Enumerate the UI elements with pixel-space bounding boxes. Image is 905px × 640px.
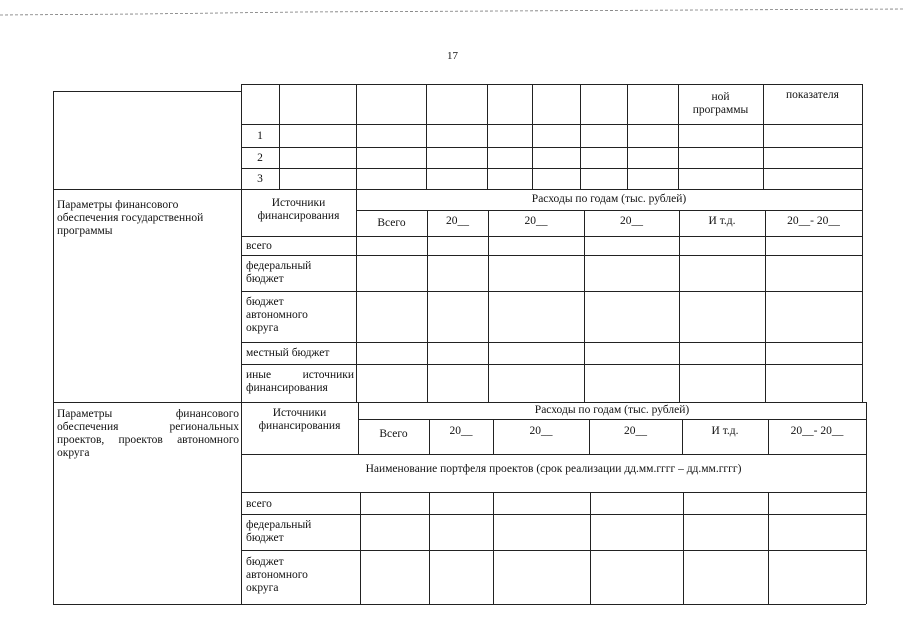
grid-line <box>427 210 428 402</box>
grid-line <box>241 168 862 169</box>
grid-line <box>241 550 866 551</box>
grid-line <box>241 236 862 237</box>
column-header: 20__ <box>624 425 647 437</box>
grid-line <box>241 291 862 292</box>
grid-line <box>584 210 585 402</box>
column-header: Всего <box>377 217 406 229</box>
source-row-label: бюджет автономного округа <box>246 296 308 334</box>
table-border-top-left <box>53 91 241 92</box>
table-border-right-upper <box>862 84 863 402</box>
column-header: 20__ <box>524 215 548 227</box>
grid-line <box>356 84 357 402</box>
financing-rp-sources-header: Источники финансирования <box>258 407 341 432</box>
header-programme-suffix: ной программы <box>692 91 749 116</box>
source-row-label: всего <box>246 240 272 252</box>
grid-line <box>493 492 494 604</box>
financing-gp-sources-header: Источники финансирования <box>257 197 340 222</box>
header-indicator: показателя <box>786 89 839 101</box>
grid-line <box>241 364 862 365</box>
grid-line <box>241 255 862 256</box>
page-number: 17 <box>447 50 458 62</box>
grid-line <box>487 84 488 189</box>
grid-line <box>241 492 866 493</box>
financing-rp-label: Параметры финансового обеспечения региональных проектов, проектов автономного округа <box>57 408 239 459</box>
column-header: 20__ <box>446 215 469 227</box>
source-row-label: федеральный бюджет <box>246 260 312 285</box>
grid-line <box>765 210 766 402</box>
portfolio-title: Наименование портфеля проектов (срок реализации дд.мм.гггг – дд.мм.гггг) <box>365 463 742 475</box>
financing-gp-label: Параметры финансового обеспечения государственной программы <box>57 199 204 237</box>
row-number: 2 <box>257 152 263 164</box>
grid-line <box>627 84 628 189</box>
source-row-label: иные источники финансирования <box>246 369 354 394</box>
column-header: 20__- 20__ <box>787 215 840 227</box>
grid-line <box>679 210 680 402</box>
grid-line <box>241 342 862 343</box>
source-row-label: всего <box>246 498 272 510</box>
grid-line <box>279 84 280 189</box>
source-row-label: местный бюджет <box>246 347 330 359</box>
column-header: 20__ <box>449 425 473 437</box>
grid-line <box>356 210 862 211</box>
table-border-left <box>53 91 54 605</box>
table-border-right-lower <box>866 402 867 604</box>
grid-line <box>241 454 866 455</box>
column-header: 20__- 20__ <box>790 425 844 437</box>
column-header: И т.д. <box>708 215 736 227</box>
source-row-label: федеральный бюджет <box>246 519 312 544</box>
grid-line <box>241 147 862 148</box>
table-border-bottom <box>53 604 866 605</box>
grid-line <box>358 419 866 420</box>
table-border-top-right <box>241 84 862 85</box>
row-number: 1 <box>257 130 263 142</box>
financing-gp-expenses-header: Расходы по годам (тыс. рублей) <box>531 193 687 205</box>
column-header: 20__ <box>529 425 553 437</box>
grid-line <box>241 514 866 515</box>
source-row-label: бюджет автономного округа <box>246 556 308 594</box>
grid-line <box>360 492 361 604</box>
grid-line <box>532 84 533 189</box>
section-divider <box>53 402 866 403</box>
grid-line <box>429 492 430 604</box>
grid-line <box>241 124 862 125</box>
financing-rp-expenses-header: Расходы по годам (тыс. рублей) <box>534 404 690 416</box>
column-header: 20__ <box>620 215 643 227</box>
column-header: Всего <box>379 428 408 440</box>
grid-line <box>590 492 591 604</box>
grid-line <box>580 84 581 189</box>
grid-line <box>426 84 427 189</box>
grid-line <box>488 210 489 402</box>
grid-line <box>683 492 684 604</box>
grid-line <box>768 492 769 604</box>
column-header: И т.д. <box>711 425 739 437</box>
row-number: 3 <box>257 173 263 185</box>
section-divider <box>53 189 862 190</box>
